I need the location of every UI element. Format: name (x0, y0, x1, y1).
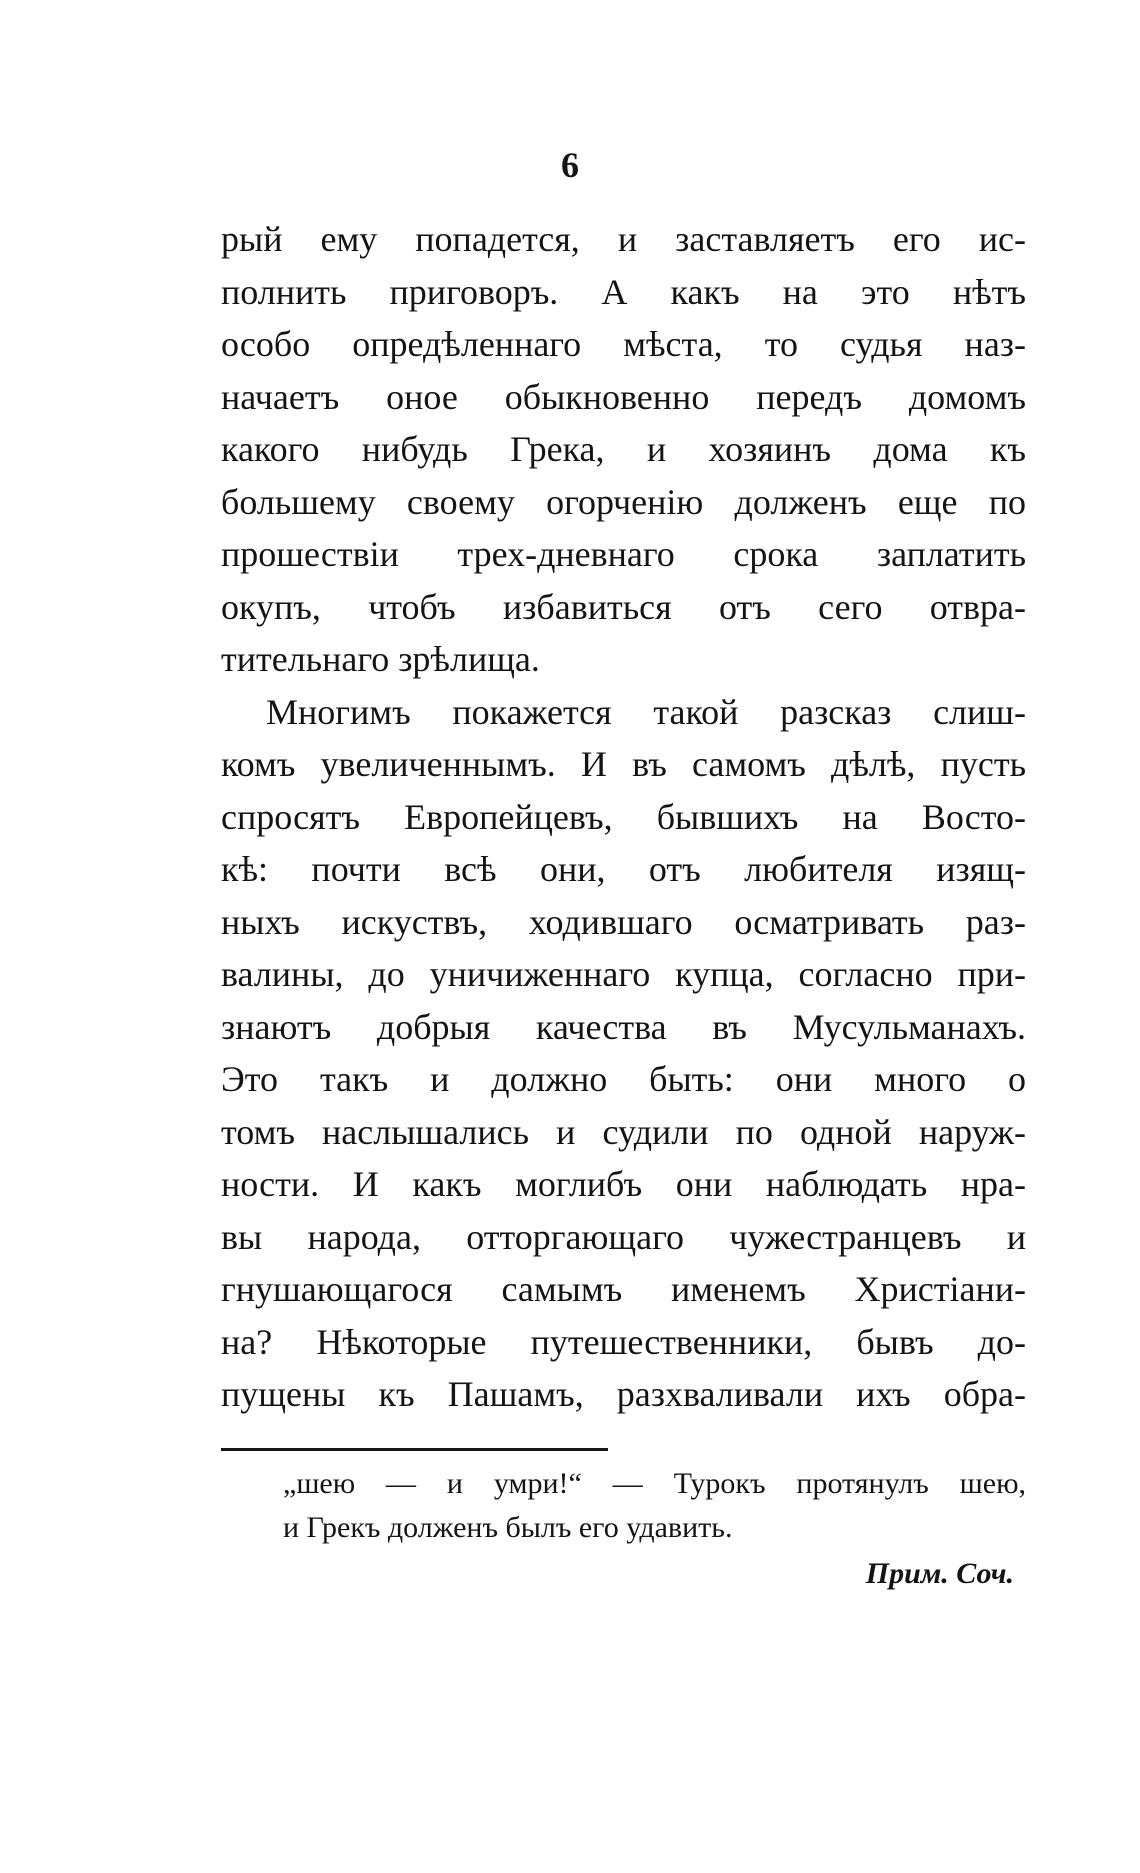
text-line: начаетъ оное обыкновенно передъ домомъ (221, 376, 1026, 417)
text-line: особо опредѣленнаго мѣста, то судья наз- (221, 324, 1026, 364)
text-line: прошествіи трех-дневнаго срока заплатить (221, 534, 1026, 574)
text-line: полнить приговоръ. А какъ на это нѣтъ (221, 271, 1026, 312)
page-number: 6 (561, 145, 579, 185)
paragraph-start-line: Многимъ покажется такой разсказ слиш- (266, 691, 1026, 732)
text-line: большему своему огорченію долженъ еще по (221, 481, 1026, 522)
text-line: валины, до уничиженнаго купца, согласно при- (221, 954, 1026, 994)
text-line: окупъ, чтобъ избавиться отъ сего отвра- (221, 586, 1026, 627)
body-text (221, 213, 1026, 1421)
text-line: на? Нѣкоторые путешественники, бывъ до- (221, 1321, 1026, 1362)
text-line: какого нибудь Грека, и хозяинъ дома къ (221, 429, 1026, 469)
text-line: рый ему попадется, и заставляетъ его ис- (221, 219, 1026, 259)
footnote-signature: Прим. Соч. (865, 1557, 1014, 1590)
text-line: вы народа, отторгающаго чужестранцевъ и (221, 1216, 1026, 1257)
footnote-line: и Грекъ долженъ былъ его удавить. (283, 1511, 733, 1544)
text-line: ности. И какъ моглибъ они наблюдать нра- (221, 1164, 1026, 1204)
text-line: Это такъ и должно быть: они много о (221, 1059, 1026, 1099)
text-line: гнушающагося самымъ именемъ Христіани- (221, 1269, 1026, 1309)
footnote-line: „шею — и умри!“ — Турокъ протянулъ шею, (283, 1467, 1026, 1500)
text-line: пущены къ Пашамъ, разхваливали ихъ обра- (221, 1374, 1026, 1414)
footnote (283, 1462, 1026, 1550)
text-line: томъ наслышались и судили по одной наруж- (221, 1111, 1026, 1152)
footnote-divider (221, 1448, 608, 1451)
text-line: ныхъ искуствъ, ходившаго осматривать раз- (221, 901, 1026, 942)
text-line: знаютъ добрыя качества въ Мусульманахъ. (221, 1006, 1026, 1047)
text-line: спросятъ Европейцевъ, бывшихъ на Восто- (221, 796, 1026, 837)
text-line: комъ увеличеннымъ. И въ самомъ дѣлѣ, пусть (221, 744, 1026, 784)
text-line: тительнаго зрѣлища. (221, 639, 540, 679)
text-line: кѣ: почти всѣ они, отъ любителя изящ- (221, 849, 1026, 889)
